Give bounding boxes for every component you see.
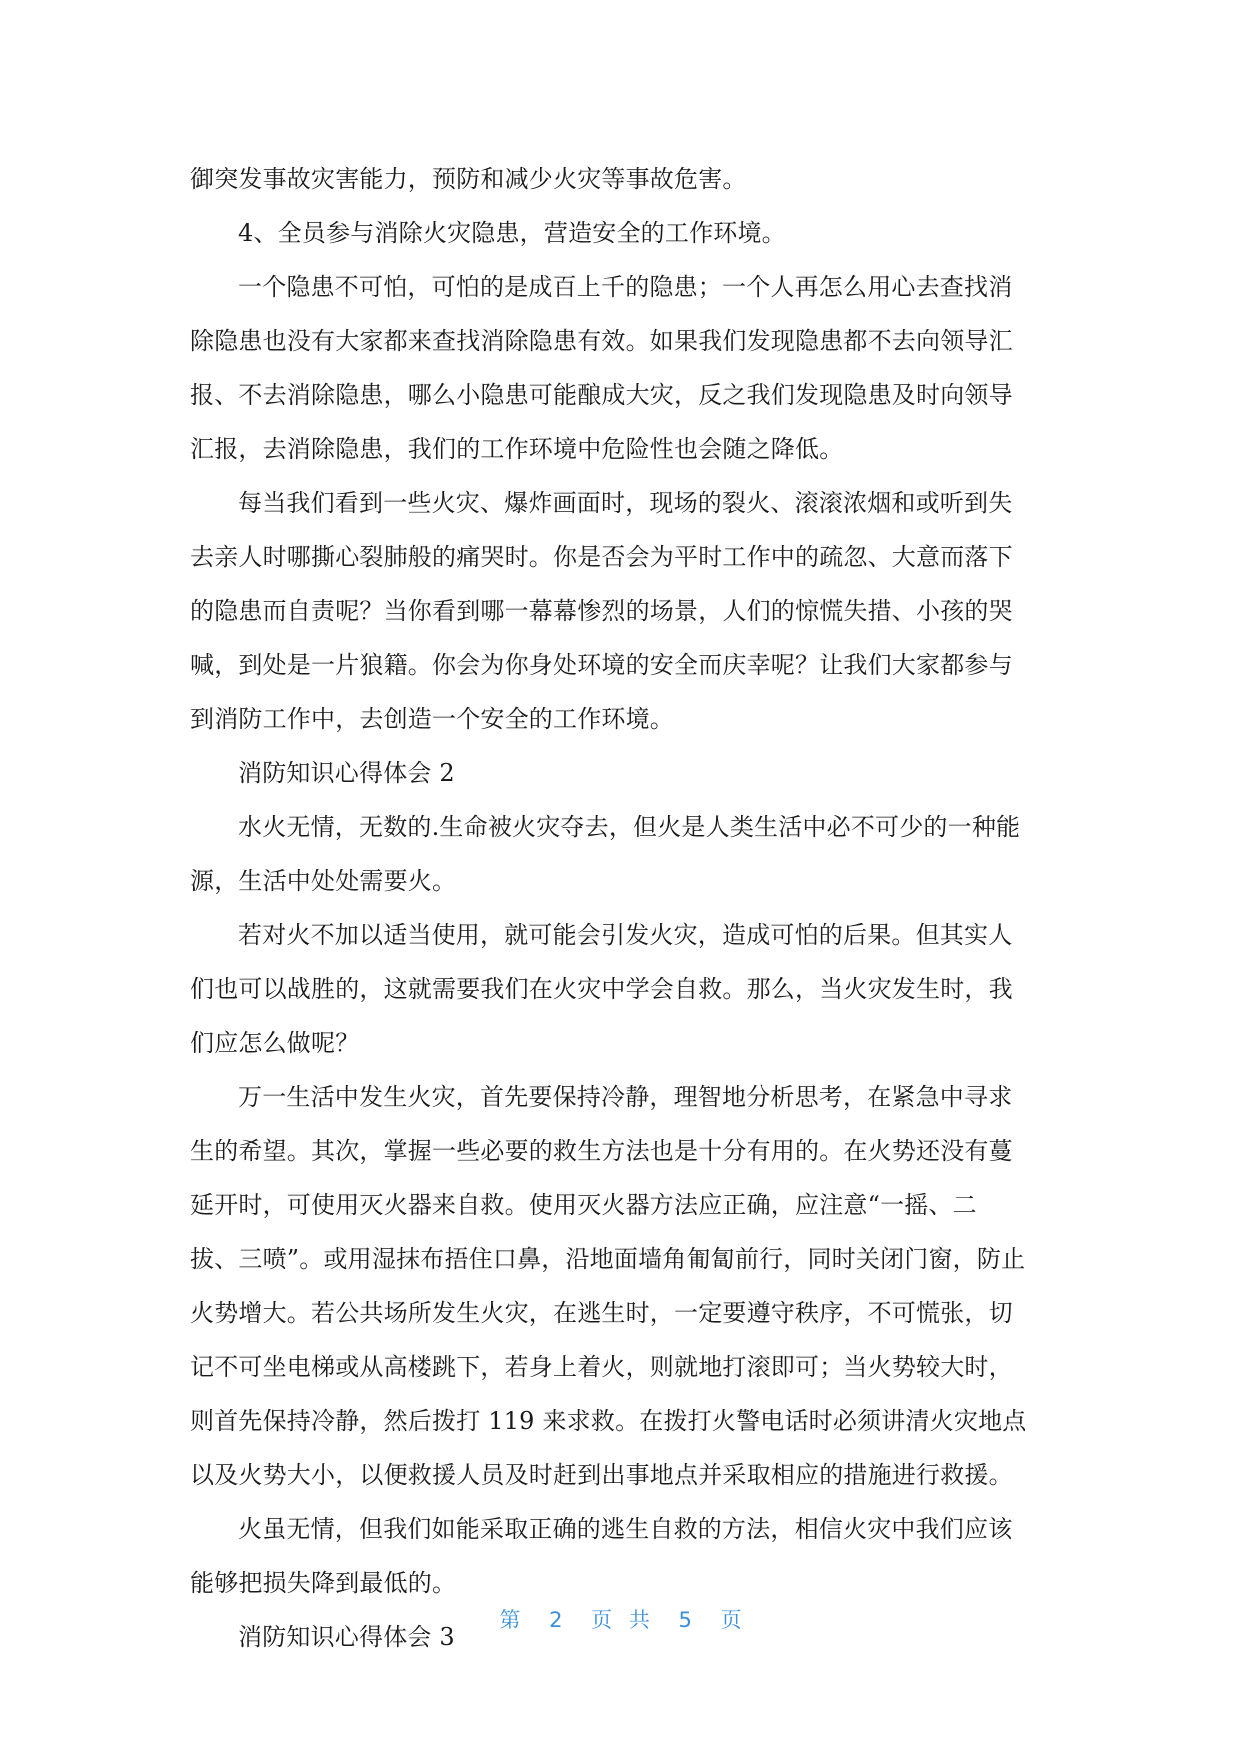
text-line: 拔、三喷”。或用湿抹布捂住口鼻，沿地面墙角匍匐前行，同时关闭门窗，防止 bbox=[190, 1245, 1026, 1273]
page-footer bbox=[0, 1604, 1241, 1634]
text-line: 火虽无情，但我们如能采取正确的逃生自救的方法，相信火灾中我们应该 bbox=[238, 1515, 1013, 1543]
footer-prefix: 第 bbox=[499, 1608, 521, 1632]
text-line: 则首先保持冷静，然后拨打 119 来求救。在拨打火警电话时必须讲清火灾地点 bbox=[190, 1407, 1027, 1435]
text-line: 水火无情，无数的.生命被火灾夺去，但火是人类生活中必不可少的一种能 bbox=[238, 813, 1021, 841]
text-line: 以及火势大小，以便救援人员及时赶到出事地点并采取相应的措施进行救援。 bbox=[190, 1461, 1013, 1489]
text-line: 记不可坐电梯或从高楼跳下，若身上着火，则就地打滚即可；当火势较大时， bbox=[190, 1353, 1013, 1381]
footer-suffix: 页 bbox=[720, 1608, 742, 1632]
text-line: 到消防工作中，去创造一个安全的工作环境。 bbox=[190, 705, 674, 733]
text-line: 生的希望。其次，掌握一些必要的救生方法也是十分有用的。在火势还没有蔓 bbox=[190, 1137, 1013, 1165]
text-line: 源，生活中处处需要火。 bbox=[190, 867, 457, 895]
text-line: 汇报，去消除隐患，我们的工作环境中危险性也会随之降低。 bbox=[190, 435, 844, 463]
text-line: 一个隐患不可怕，可怕的是成百上千的隐患；一个人再怎么用心去查找消 bbox=[238, 273, 1013, 301]
text-line: 4、全员参与消除火灾隐患，营造安全的工作环境。 bbox=[238, 219, 786, 247]
text-line: 万一生活中发生火灾，首先要保持冷静，理智地分析思考，在紧急中寻求 bbox=[238, 1083, 1013, 1111]
document-body bbox=[190, 152, 1056, 1664]
text-line: 火势增大。若公共场所发生火灾，在逃生时，一定要遵守秩序，不可慌张，切 bbox=[190, 1299, 1013, 1327]
footer-total-pages: 5 bbox=[678, 1608, 692, 1632]
text-line: 每当我们看到一些火灾、爆炸画面时，现场的裂火、滚滚浓烟和或听到失 bbox=[238, 489, 1013, 517]
text-line: 除隐患也没有大家都来查找消除隐患有效。如果我们发现隐患都不去向领导汇 bbox=[190, 327, 1013, 355]
text-line: 御突发事故灾害能力，预防和减少火灾等事故危害。 bbox=[190, 165, 747, 193]
text-line: 去亲人时哪撕心裂肺般的痛哭时。你是否会为平时工作中的疏忽、大意而落下 bbox=[190, 543, 1013, 571]
text-line: 延开时，可使用灭火器来自救。使用灭火器方法应正确，应注意“一摇、二 bbox=[190, 1191, 977, 1219]
text-line: 们也可以战胜的，这就需要我们在火灾中学会自救。那么，当火灾发生时，我 bbox=[190, 975, 1013, 1003]
text-line: 消防知识心得体会 3 bbox=[238, 1623, 455, 1651]
text-line: 喊，到处是一片狼籍。你会为你身处环境的安全而庆幸呢？让我们大家都参与 bbox=[190, 651, 1013, 679]
text-line: 报、不去消除隐患，哪么小隐患可能酿成大灾，反之我们发现隐患及时向领导 bbox=[190, 381, 1013, 409]
footer-current-page: 2 bbox=[549, 1608, 563, 1632]
text-line: 消防知识心得体会 2 bbox=[238, 759, 455, 787]
text-line: 能够把损失降到最低的。 bbox=[190, 1569, 457, 1597]
text-line: 们应怎么做呢？ bbox=[190, 1029, 360, 1057]
text-line: 的隐患而自责呢？当你看到哪一幕幕惨烈的场景，人们的惊慌失措、小孩的哭 bbox=[190, 597, 1013, 625]
text-line: 若对火不加以适当使用，就可能会引发火灾，造成可怕的后果。但其实人 bbox=[238, 921, 1013, 949]
footer-middle: 页 共 bbox=[591, 1608, 650, 1632]
